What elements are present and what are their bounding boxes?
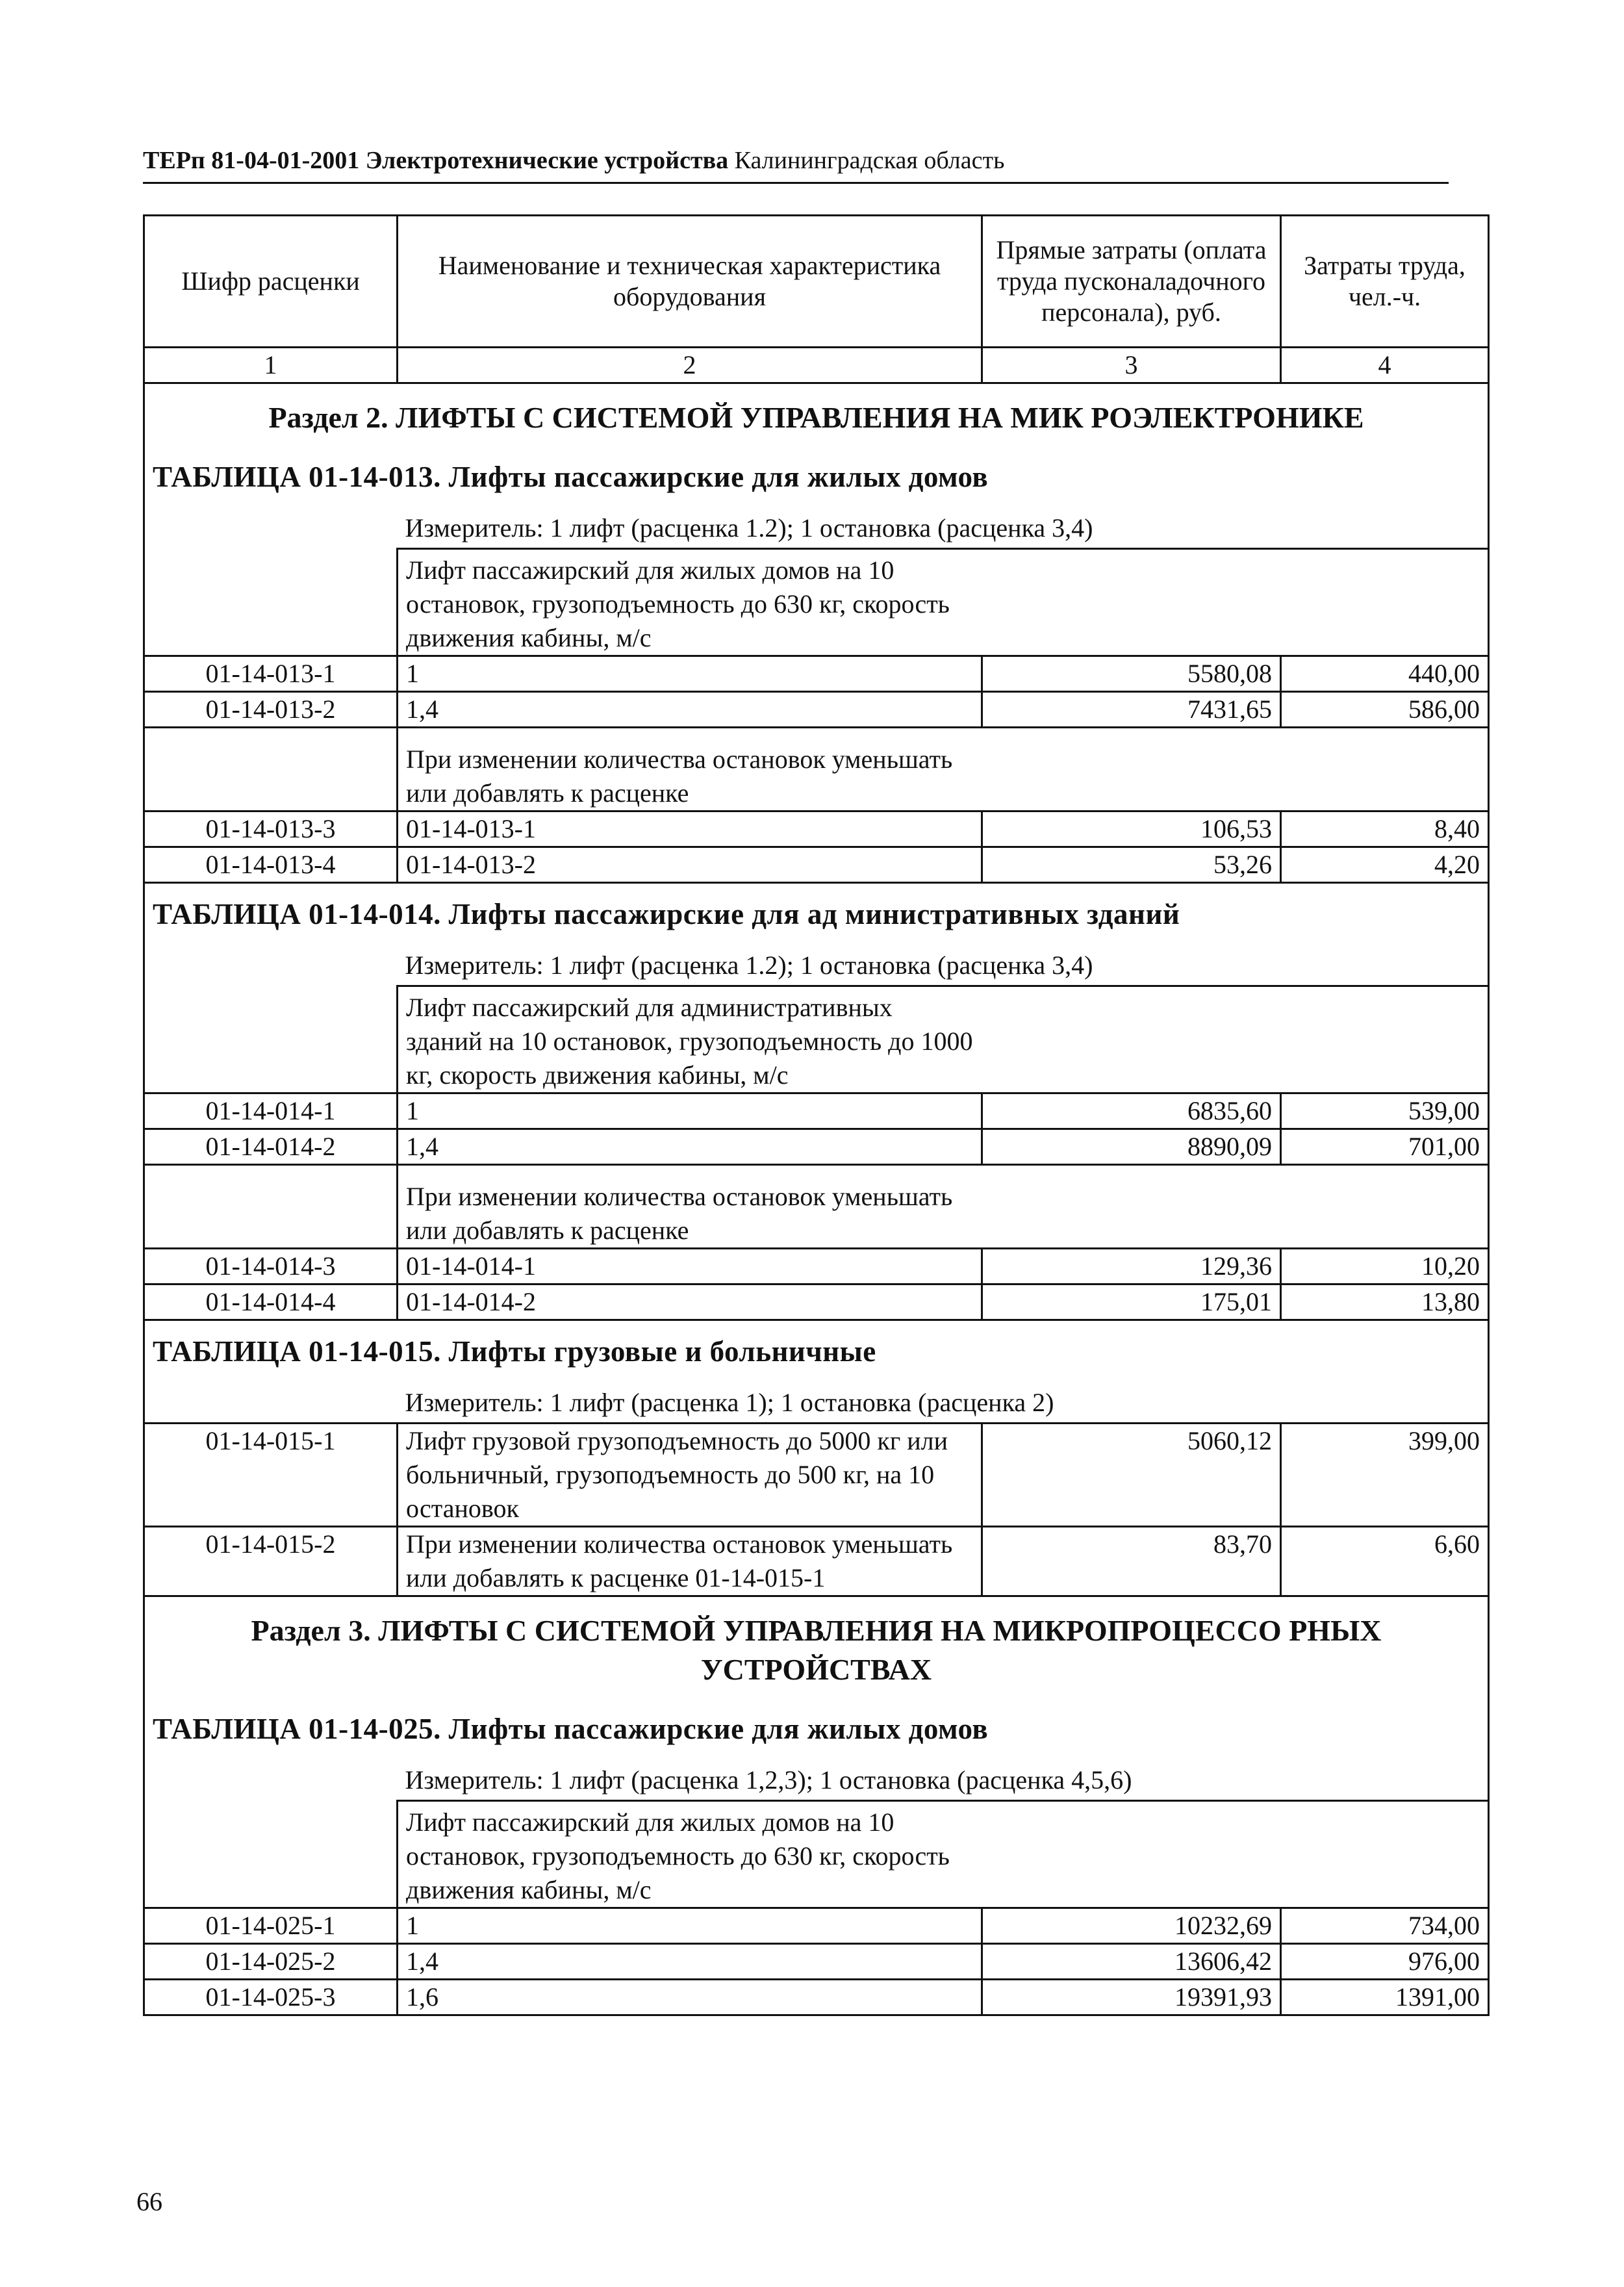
- section-title: Раздел 2. ЛИФТЫ С СИСТЕМОЙ УПРАВЛЕНИЯ НА МИК РОЭЛЕКТРОНИКЕ: [144, 383, 1489, 447]
- rate-name: 1: [398, 656, 982, 692]
- table-row: [144, 1980, 1489, 2015]
- table-title-row: [144, 883, 1489, 940]
- rate-cost: 13606,42: [982, 1944, 1281, 1980]
- description-text: Лифт пассажирский для административных зданий на 10 остановок, грузоподъемность до 1000 кг, скорость движения кабины, м/с: [398, 986, 982, 1093]
- table-row: [144, 1908, 1489, 1944]
- rate-cost: 10232,69: [982, 1908, 1281, 1944]
- rate-name: 01-14-013-2: [398, 847, 982, 883]
- rate-code: 01-14-014-1: [144, 1093, 398, 1129]
- description-row: [144, 1165, 1489, 1249]
- rate-labor: 6,60: [1281, 1527, 1489, 1596]
- rate-name: 1: [398, 1908, 982, 1944]
- rate-labor: 10,20: [1281, 1249, 1489, 1284]
- table-row: [144, 1944, 1489, 1980]
- rate-cost: 5580,08: [982, 656, 1281, 692]
- rate-labor: 586,00: [1281, 692, 1489, 728]
- rate-cost: 129,36: [982, 1249, 1281, 1284]
- rate-code: 01-14-025-2: [144, 1944, 398, 1980]
- description-row: [144, 1801, 1489, 1908]
- measure-row: [144, 1377, 1489, 1424]
- rate-labor: 976,00: [1281, 1944, 1489, 1980]
- rate-name: 01-14-014-2: [398, 1284, 982, 1320]
- measure-text: Измеритель: 1 лифт (расценка 1.2); 1 остановка (расценка 3,4): [398, 502, 1489, 549]
- measure-row: [144, 1754, 1489, 1801]
- rate-name: 1,4: [398, 1129, 982, 1165]
- document-title: ТЕРп 81-04-01-2001 Электротехнические устройства: [143, 147, 729, 174]
- table-row: [144, 847, 1489, 883]
- rate-labor: 4,20: [1281, 847, 1489, 883]
- rate-cost: 53,26: [982, 847, 1281, 883]
- rate-labor: 1391,00: [1281, 1980, 1489, 2015]
- col-number: 3: [982, 348, 1281, 383]
- table-row: [144, 1284, 1489, 1320]
- description-row: [144, 986, 1489, 1093]
- measure-text: Измеритель: 1 лифт (расценка 1,2,3); 1 остановка (расценка 4,5,6): [398, 1754, 1489, 1801]
- rate-name: 1: [398, 1093, 982, 1129]
- rate-code: 01-14-014-4: [144, 1284, 398, 1320]
- rate-name: 01-14-013-1: [398, 811, 982, 847]
- table-title: ТАБЛИЦА 01-14-025. Лифты пассажирские для жилых домов: [144, 1698, 1489, 1754]
- table-row: [144, 1129, 1489, 1165]
- header-row: [144, 216, 1489, 348]
- col-header-name: Наименование и техническая характеристика оборудования: [398, 216, 982, 348]
- rate-cost: 7431,65: [982, 692, 1281, 728]
- rate-name: 1,4: [398, 692, 982, 728]
- rate-labor: 399,00: [1281, 1424, 1489, 1527]
- rate-code: 01-14-013-2: [144, 692, 398, 728]
- rate-cost: 5060,12: [982, 1424, 1281, 1527]
- table-row: [144, 1527, 1489, 1596]
- rate-name: Лифт грузовой грузоподъемность до 5000 кг или больничный, грузоподъемность до 500 кг, на 10 остановок: [398, 1424, 982, 1527]
- table-title: ТАБЛИЦА 01-14-013. Лифты пассажирские для жилых домов: [144, 446, 1489, 502]
- description-row: [144, 549, 1489, 656]
- region-label: Калининградская область: [734, 147, 1005, 174]
- rate-code: 01-14-025-3: [144, 1980, 398, 2015]
- rate-cost: 83,70: [982, 1527, 1281, 1596]
- section-title: Раздел 3. ЛИФТЫ С СИСТЕМОЙ УПРАВЛЕНИЯ НА МИКРОПРОЦЕССО РНЫХ УСТРОЙСТВАХ: [144, 1596, 1489, 1699]
- rate-code: 01-14-014-3: [144, 1249, 398, 1284]
- description-row: [144, 728, 1489, 811]
- section-heading: [144, 1596, 1489, 1699]
- rate-code: 01-14-015-1: [144, 1424, 398, 1527]
- rate-code: 01-14-014-2: [144, 1129, 398, 1165]
- rate-name: 01-14-014-1: [398, 1249, 982, 1284]
- rate-labor: 539,00: [1281, 1093, 1489, 1129]
- measure-text: Измеритель: 1 лифт (расценка 1.2); 1 остановка (расценка 3,4): [398, 939, 1489, 986]
- rate-code: 01-14-013-1: [144, 656, 398, 692]
- description-text: При изменении количества остановок уменьшать или добавлять к расценке: [398, 728, 982, 811]
- table-row: [144, 1249, 1489, 1284]
- page-number: 66: [136, 2187, 162, 2216]
- table-title-row: [144, 1320, 1489, 1377]
- table-row: [144, 656, 1489, 692]
- col-number: 2: [398, 348, 982, 383]
- table-title: ТАБЛИЦА 01-14-015. Лифты грузовые и больничные: [144, 1320, 1489, 1377]
- measure-text: Измеритель: 1 лифт (расценка 1); 1 остановка (расценка 2): [398, 1377, 1489, 1424]
- rate-code: 01-14-013-4: [144, 847, 398, 883]
- rate-code: 01-14-013-3: [144, 811, 398, 847]
- rate-code: 01-14-025-1: [144, 1908, 398, 1944]
- rate-name: При изменении количества остановок уменьшать или добавлять к расценке 01-14-015-1: [398, 1527, 982, 1596]
- rate-cost: 6835,60: [982, 1093, 1281, 1129]
- rate-labor: 701,00: [1281, 1129, 1489, 1165]
- table-title-row: [144, 1698, 1489, 1754]
- rate-labor: 734,00: [1281, 1908, 1489, 1944]
- rate-name: 1,4: [398, 1944, 982, 1980]
- table-row: [144, 811, 1489, 847]
- table-row: [144, 1424, 1489, 1527]
- description-text: Лифт пассажирский для жилых домов на 10 остановок, грузоподъемность до 630 кг, скорость движения кабины, м/с: [398, 549, 982, 656]
- table-title-row: [144, 446, 1489, 502]
- rate-cost: 175,01: [982, 1284, 1281, 1320]
- description-text: Лифт пассажирский для жилых домов на 10 остановок, грузоподъемность до 630 кг, скорость движения кабины, м/с: [398, 1801, 982, 1908]
- col-number: 1: [144, 348, 398, 383]
- rate-labor: 13,80: [1281, 1284, 1489, 1320]
- page-header: [143, 144, 1449, 184]
- measure-row: [144, 939, 1489, 986]
- col-header-labor: Затраты труда, чел.-ч.: [1281, 216, 1489, 348]
- description-text: При изменении количества остановок уменьшать или добавлять к расценке: [398, 1165, 982, 1249]
- col-header-cost: Прямые затраты (оплата труда пусконаладочного персонала), руб.: [982, 216, 1281, 348]
- measure-row: [144, 502, 1489, 549]
- column-number-row: [144, 348, 1489, 383]
- rate-cost: 106,53: [982, 811, 1281, 847]
- section-heading: [144, 383, 1489, 447]
- col-header-code: Шифр расценки: [144, 216, 398, 348]
- table-title: ТАБЛИЦА 01-14-014. Лифты пассажирские для ад министративных зданий: [144, 883, 1489, 940]
- rate-name: 1,6: [398, 1980, 982, 2015]
- rate-labor: 440,00: [1281, 656, 1489, 692]
- rate-cost: 19391,93: [982, 1980, 1281, 2015]
- rates-table: [143, 214, 1488, 2016]
- table-row: [144, 1093, 1489, 1129]
- col-number: 4: [1281, 348, 1489, 383]
- rate-labor: 8,40: [1281, 811, 1489, 847]
- table-row: [144, 692, 1489, 728]
- rate-code: 01-14-015-2: [144, 1527, 398, 1596]
- rate-cost: 8890,09: [982, 1129, 1281, 1165]
